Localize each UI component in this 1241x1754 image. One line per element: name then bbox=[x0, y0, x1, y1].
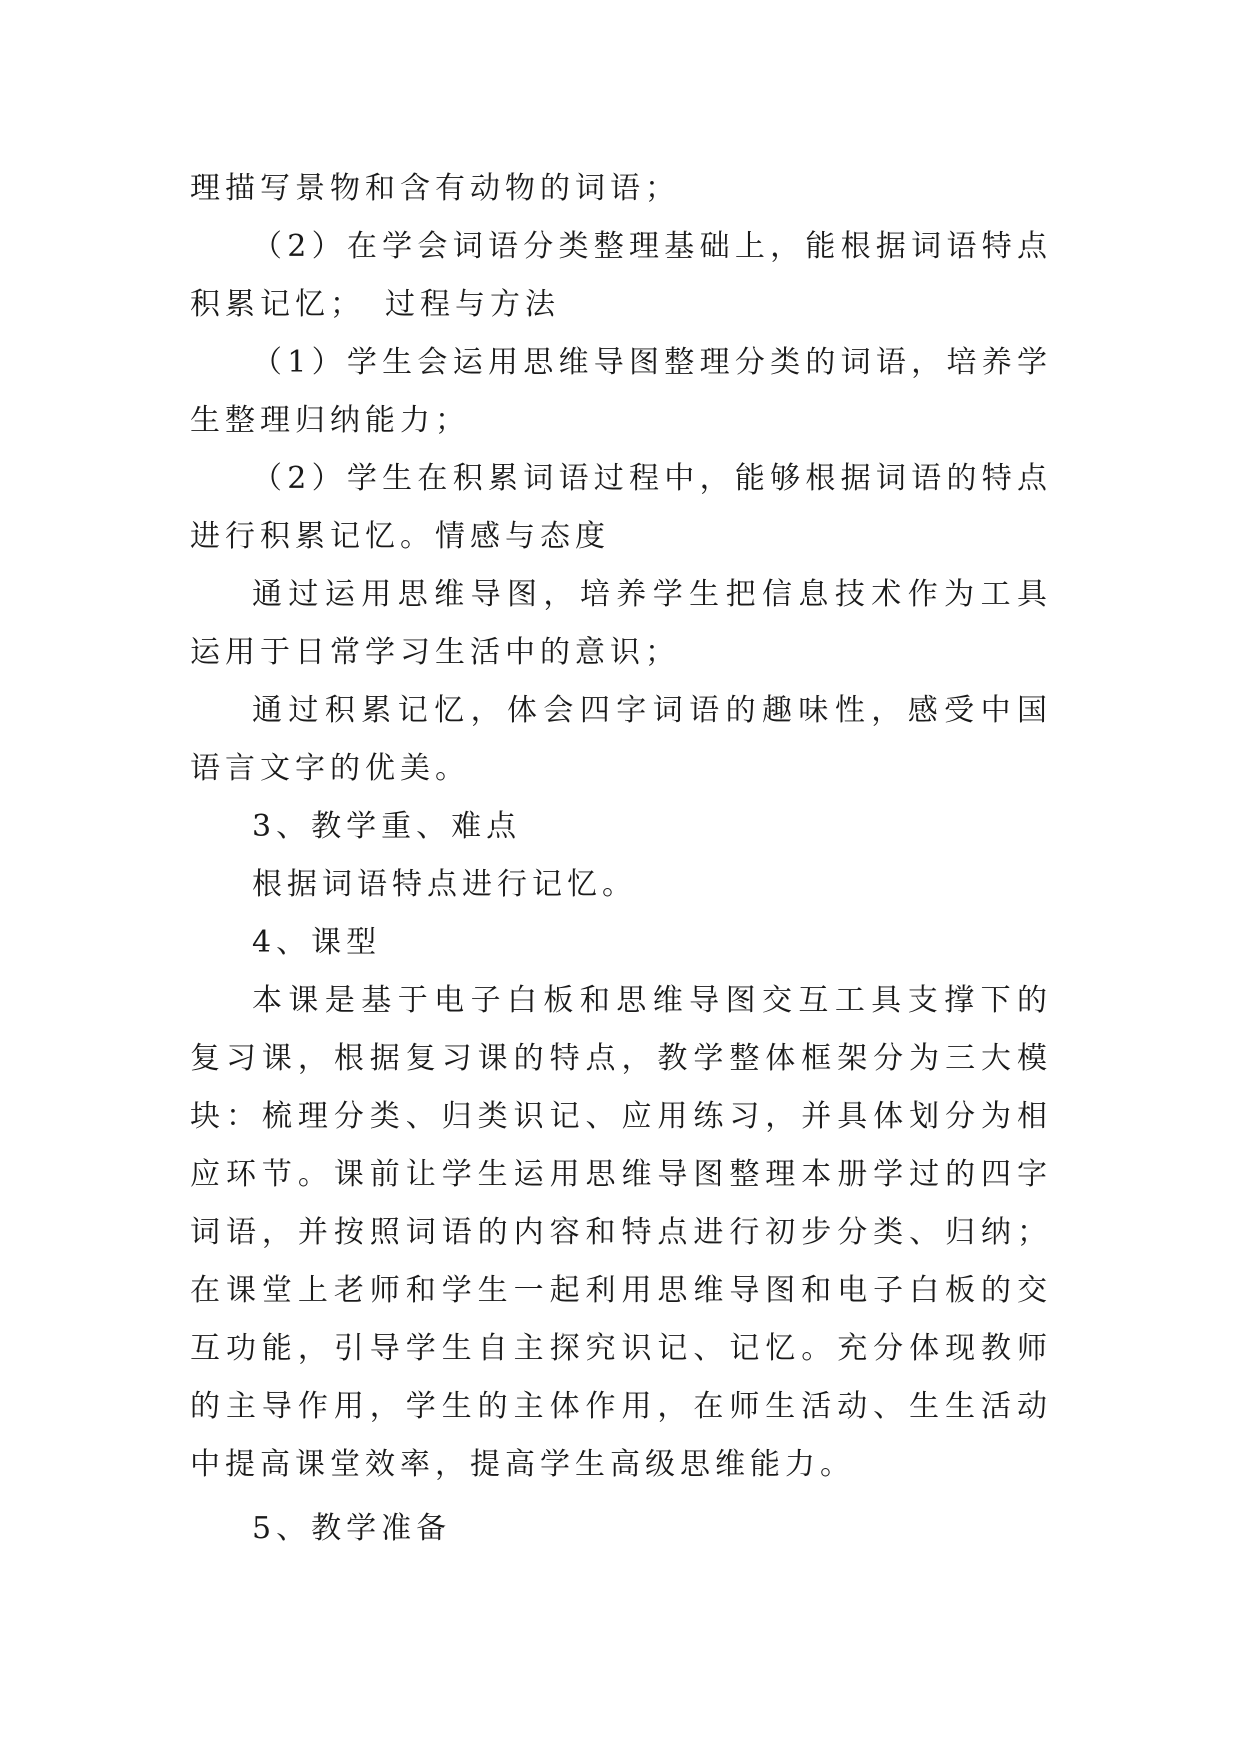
heading-key-difficulties: 3、教学重、难点 bbox=[252, 809, 522, 844]
document-body bbox=[190, 160, 1052, 1558]
paragraph-emotion-goal-2: 通过积累记忆，体会四字词语的趣味性，感受中国语言文字的优美。 bbox=[190, 693, 1052, 786]
paragraph-lesson-type: 本课是基于电子白板和思维导图交互工具支撑下的复习课，根据复习课的特点，教学整体框架分为三大模块：梳理分类、归类识记、应用练习，并具体划分为相应环节。课前让学生运用思维导图整理本册学过的四字词语，并按照词语的内容和特点进行初步分类、归纳；在课堂上老师和学生一起利用思维导图和电子白板的交互功能，引导学生自主探究识记、记忆。充分体现教师的主导作用，学生的主体作用，在师生活动、生生活动中提高课堂效率，提高学生高级思维能力。 bbox=[190, 983, 1052, 1482]
paragraph-process-goal-2: （2）学生在积累词语过程中，能够根据词语的特点进行积累记忆。情感与态度 bbox=[190, 461, 1052, 554]
heading-lesson-type: 4、课型 bbox=[252, 925, 382, 960]
paragraph-key-difficulties: 根据词语特点进行记忆。 bbox=[252, 867, 637, 902]
paragraph-emotion-goal-1: 通过运用思维导图，培养学生把信息技术作为工具运用于日常学习生活中的意识； bbox=[190, 577, 1052, 670]
paragraph-continuation: 理描写景物和含有动物的词语； bbox=[190, 171, 680, 206]
paragraph-process-goal-1: （1）学生会运用思维导图整理分类的词语，培养学生整理归纳能力； bbox=[190, 345, 1052, 438]
heading-teaching-preparation: 5、教学准备 bbox=[252, 1511, 452, 1546]
paragraph-knowledge-goal-2: （2）在学会词语分类整理基础上，能根据词语特点积累记忆； 过程与方法 bbox=[190, 229, 1052, 322]
